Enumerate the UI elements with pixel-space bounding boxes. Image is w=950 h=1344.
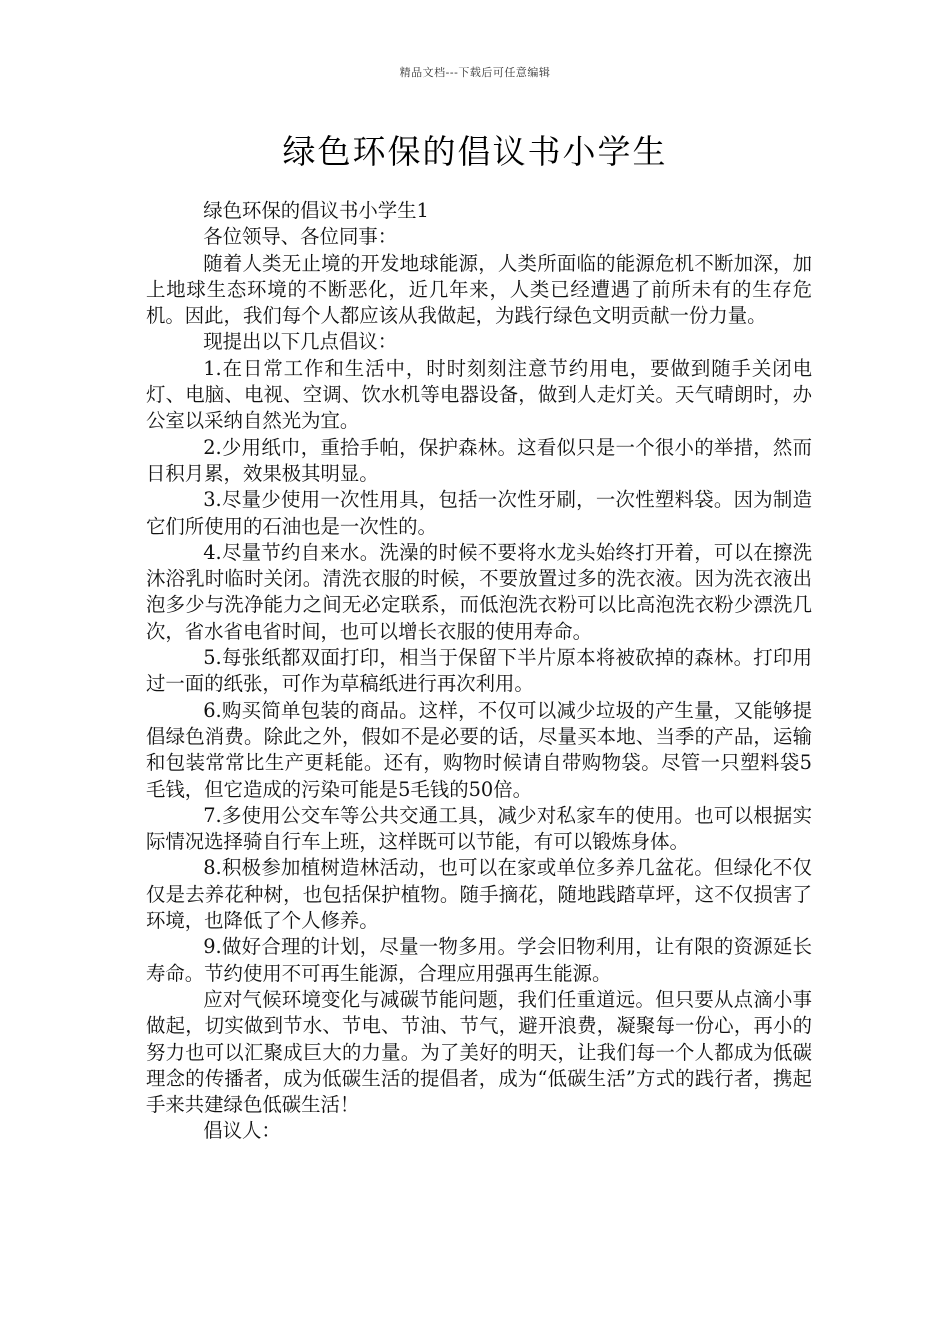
signature-line: 倡议人： (203, 1119, 281, 1143)
subtitle-paragraph: 绿色环保的倡议书小学生1 (203, 199, 429, 222)
salutation-paragraph: 各位领导、各位同事： (203, 225, 398, 249)
closing-paragraph: 应对气候环境变化与减碳节能问题，我们任重道远。但只要从点滴小事做起，切实做到节水、节电、节油、节气，避开浪费，凝聚每一份心，再小的努力也可以汇聚成巨大的力量。为了美好的明天，让我们每一个人都成为低碳理念的传播者，成为低碳生活的提倡者，成为“低碳生活”方式的践行者，携起手来共建绿色低碳生活！ (146, 987, 812, 1117)
proposal-lead-paragraph: 现提出以下几点倡议： (203, 330, 398, 354)
document-title: 绿色环保的倡议书小学生 (282, 132, 668, 171)
proposal-item-1: 1.在日常工作和生活中，时时刻刻注意节约用电，要做到随手关闭电灯、电脑、电视、空调、饮水机等电器设备，做到人走灯关。天气晴朗时，办公室以采纳自然光为宜。 (146, 356, 812, 433)
proposal-item-9: 9.做好合理的计划，尽量一物多用。学会旧物利用，让有限的资源延长寿命。节约使用不可再生能源，合理应用强再生能源。 (146, 935, 812, 985)
document-body (146, 198, 812, 1145)
proposal-item-5: 5.每张纸都双面打印，相当于保留下半片原本将被砍掉的森林。打印用过一面的纸张，可作为草稿纸进行再次利用。 (146, 646, 812, 696)
proposal-item-7: 7.多使用公交车等公共交通工具，减少对私家车的使用。也可以根据实际情况选择骑自行车上班，这样既可以节能，有可以锻炼身体。 (146, 803, 812, 854)
page-header: 精品文档---下载后可任意编辑 (399, 66, 551, 79)
proposal-item-2: 2.少用纸巾，重拾手帕，保护森林。这看似只是一个很小的举措，然而日积月累，效果极其明显。 (146, 435, 812, 485)
intro-paragraph: 随着人类无止境的开发地球能源，人类所面临的能源危机不断加深，加上地球生态环境的不断恶化，近几年来，人类已经遭遇了前所未有的生存危机。因此，我们每个人都应该从我做起，为践行绿色文明贡献一份力量。 (146, 251, 812, 328)
proposal-item-8: 8.积极参加植树造林活动，也可以在家或单位多养几盆花。但绿化不仅仅是去养花种树，也包括保护植物。随手摘花，随地践踏草坪，这不仅损害了环境，也降低了个人修养。 (146, 856, 812, 933)
proposal-item-4: 4.尽量节约自来水。洗澡的时候不要将水龙头始终打开着，可以在擦洗沐浴乳时临时关闭。清洗衣服的时候，不要放置过多的洗衣液。因为洗衣液出泡多少与洗净能力之间无必定联系，而低泡洗衣粉可以比高泡洗衣粉少漂洗几次，省水省电省时间，也可以增长衣服的使用寿命。 (146, 540, 812, 643)
proposal-item-6: 6.购买简单包装的商品。这样，不仅可以减少垃圾的产生量，又能够提倡绿色消费。除此之外，假如不是必要的话，尽量买本地、当季的产品，运输和包装常常比生产更耗能。还有，购物时候请自带购物袋。尽管一只塑料袋5毛钱，但它造成的污染可能是5毛钱的50倍。 (146, 698, 812, 801)
proposal-item-3: 3.尽量少使用一次性用具，包括一次性牙刷，一次性塑料袋。因为制造它们所使用的石油也是一次性的。 (146, 488, 812, 538)
